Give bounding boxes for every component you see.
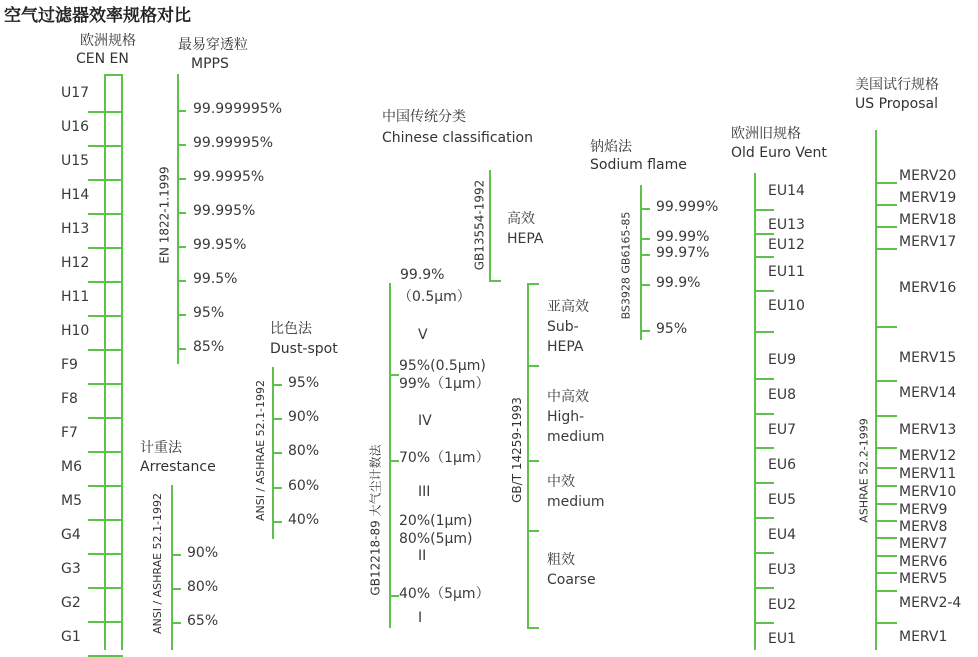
chinese-count-tick [389, 374, 399, 376]
mpps-tick [177, 348, 186, 350]
chinese-count-standard: GB12218-89 大气尘计数法 [368, 444, 383, 596]
us-class-label: MERV14 [899, 385, 957, 401]
eurovent-tick [754, 290, 774, 292]
cen-class-label: G1 [61, 629, 81, 645]
eurovent-tick [754, 587, 774, 589]
cen-class-tick [88, 213, 123, 215]
sodium-standard: BS3928 GB6165-85 [619, 211, 633, 319]
eurovent-class-label: EU4 [768, 527, 796, 543]
cen-class-tick [88, 247, 123, 249]
dustspot-value: 95% [288, 375, 320, 391]
chinese-count-tick [389, 460, 399, 462]
mpps-value: 99.9995% [193, 169, 265, 185]
chinese-class-axis [527, 283, 529, 628]
chinese-class-tick [527, 460, 539, 462]
mpps-value: 99.5% [193, 271, 238, 287]
chinese-class-cn: 中高效 [547, 389, 589, 405]
chinese-header-en: Chinese classification [382, 130, 533, 146]
dustspot-tick [272, 487, 282, 489]
mpps-tick [177, 280, 186, 282]
chinese-header-cn: 中国传统分类 [382, 109, 466, 125]
chinese-class-tick [527, 627, 539, 629]
sodium-value: 99.97% [656, 245, 710, 261]
us-tick [875, 415, 897, 417]
chinese-class-en: Coarse [547, 572, 596, 588]
mpps-tick [177, 144, 186, 146]
eurovent-class-label: EU6 [768, 457, 796, 473]
eurovent-class-label: EU7 [768, 422, 796, 438]
chinese-hepa-cn: 高效 [507, 211, 535, 227]
cen-class-label: M5 [61, 493, 82, 509]
mpps-value: 85% [193, 339, 225, 355]
dustspot-tick [272, 384, 282, 386]
cen-class-label: G4 [61, 527, 81, 543]
arrestance-value: 65% [187, 613, 219, 629]
eurovent-tick [754, 447, 774, 449]
us-class-label: MERV16 [899, 280, 957, 296]
arrestance-header-en: Arrestance [140, 459, 216, 475]
cen-class-label: F9 [61, 357, 78, 373]
sodium-tick [640, 254, 650, 256]
us-class-label: MERV1 [899, 629, 948, 645]
us-class-label: MERV13 [899, 422, 957, 438]
us-class-label: MERV18 [899, 212, 957, 228]
dustspot-value: 60% [288, 478, 320, 494]
cen-class-label: U17 [61, 85, 90, 101]
cen-axis-right [121, 74, 123, 650]
cen-class-tick [88, 451, 123, 453]
eurovent-class-label: EU9 [768, 352, 796, 368]
chinese-class-en: High- [547, 409, 585, 425]
arrestance-tick [171, 622, 181, 624]
us-class-label: MERV5 [899, 571, 948, 587]
us-tick [875, 447, 897, 449]
us-tick [875, 537, 897, 539]
mpps-tick [177, 110, 186, 112]
us-tick [875, 485, 897, 487]
cen-class-label: U15 [61, 153, 90, 169]
eurovent-class-label: EU2 [768, 597, 796, 613]
us-class-label: MERV9 [899, 502, 948, 518]
dustspot-tick [272, 452, 282, 454]
us-tick [875, 182, 897, 184]
chinese-count-label: II [418, 548, 427, 564]
us-header-en: US Proposal [855, 96, 939, 112]
eurovent-class-label: EU13 [768, 217, 805, 233]
chinese-hepa-tick [489, 280, 501, 282]
us-tick [875, 503, 897, 505]
chinese-count-label: 99.9% [400, 267, 445, 283]
chinese-count-label: 70%（1μm） [399, 450, 490, 466]
dustspot-value: 80% [288, 443, 320, 459]
mpps-tick [177, 212, 186, 214]
cen-class-tick [88, 383, 123, 385]
sodium-tick [640, 238, 650, 240]
sodium-tick [640, 330, 650, 332]
chinese-class-cn: 粗效 [547, 552, 575, 568]
cen-class-label: H10 [61, 323, 90, 339]
cen-class-label: F7 [61, 425, 78, 441]
dustspot-header-en: Dust-spot [270, 341, 338, 357]
chinese-class-en: HEPA [547, 339, 584, 355]
us-tick [875, 467, 897, 469]
chinese-class-standard: GB/T 14259-1993 [509, 397, 524, 503]
cen-axis-left [104, 74, 106, 650]
us-tick [875, 572, 897, 574]
mpps-tick [177, 246, 186, 248]
sodium-value: 95% [656, 321, 688, 337]
chinese-count-label: （0.5μm） [398, 289, 471, 305]
arrestance-standard: ANSI / ASHRAE 52.1-1992 [150, 492, 164, 634]
eurovent-class-label: EU5 [768, 492, 796, 508]
mpps-header-cn: 最易穿透粒 [178, 37, 248, 53]
chinese-class-cn: 亚高效 [547, 299, 589, 315]
sodium-header-en: Sodium flame [590, 157, 687, 173]
arrestance-value: 80% [187, 579, 219, 595]
chinese-count-label: 40%（5μm） [399, 586, 490, 602]
dustspot-value: 40% [288, 512, 320, 528]
cen-class-tick [88, 111, 123, 113]
chinese-class-tick [527, 365, 539, 367]
us-class-label: MERV20 [899, 168, 957, 184]
cen-class-tick [88, 417, 123, 419]
arrestance-value: 90% [187, 545, 219, 561]
mpps-value: 99.99995% [193, 135, 274, 151]
eurovent-header-cn: 欧洲旧规格 [731, 126, 801, 142]
dustspot-tick [272, 418, 282, 420]
chinese-class-en: medium [547, 429, 605, 445]
arrestance-header-cn: 计重法 [140, 440, 182, 456]
sodium-value: 99.999% [656, 199, 719, 215]
eurovent-tick [754, 209, 774, 211]
dustspot-standard: ANSI / ASHRAE 52.1-1992 [253, 379, 267, 521]
mpps-value: 99.995% [193, 203, 256, 219]
cen-class-tick [88, 349, 123, 351]
us-tick [875, 590, 897, 592]
chinese-count-label: III [418, 484, 431, 500]
eurovent-class-label: EU8 [768, 387, 796, 403]
cen-class-tick [88, 315, 123, 317]
us-class-label: MERV2-4 [899, 595, 962, 611]
cen-header-en: CEN EN [76, 51, 129, 67]
cen-class-tick [88, 145, 123, 147]
sodium-header-cn: 钠焰法 [590, 139, 632, 155]
us-tick [875, 204, 897, 206]
eurovent-tick [754, 622, 774, 624]
cen-class-label: H14 [61, 187, 90, 203]
us-header-cn: 美国试行规格 [855, 77, 939, 93]
cen-class-label: H11 [61, 289, 90, 305]
chinese-count-label: 95%(0.5μm) [399, 358, 486, 374]
us-tick [875, 380, 897, 382]
eurovent-header-en: Old Euro Vent [731, 145, 827, 161]
chinese-class-tick [527, 530, 539, 532]
mpps-tick [177, 178, 186, 180]
sodium-value: 99.99% [656, 229, 710, 245]
eurovent-class-label: EU1 [768, 631, 796, 647]
cen-header-cn: 欧洲规格 [80, 33, 136, 49]
sodium-tick [640, 284, 650, 286]
chinese-count-tick [389, 595, 399, 597]
chinese-count-label: I [418, 610, 423, 626]
eurovent-tick [754, 482, 774, 484]
us-class-label: MERV6 [899, 554, 948, 570]
eurovent-tick [754, 233, 774, 235]
cen-class-label: M6 [61, 459, 82, 475]
eurovent-class-label: EU10 [768, 298, 805, 314]
us-tick [875, 248, 897, 250]
us-class-label: MERV17 [899, 234, 957, 250]
chinese-count-label: V [418, 327, 428, 343]
cen-class-tick [88, 485, 123, 487]
chinese-class-en: medium [547, 494, 605, 510]
chinese-hepa-en: HEPA [507, 231, 544, 247]
eurovent-class-label: EU11 [768, 264, 805, 280]
cen-class-tick [88, 281, 123, 283]
us-tick [875, 226, 897, 228]
chinese-count-label: 99%（1μm） [399, 376, 490, 392]
sodium-value: 99.9% [656, 275, 701, 291]
mpps-tick [177, 314, 186, 316]
us-class-label: MERV10 [899, 484, 957, 500]
mpps-standard: EN 1822-1.1999 [157, 166, 172, 264]
cen-class-label: F8 [61, 391, 78, 407]
eurovent-tick [754, 413, 774, 415]
us-tick [875, 622, 897, 624]
cen-class-label: H12 [61, 255, 90, 271]
us-standard: ASHRAE 52.2-1999 [857, 417, 871, 523]
mpps-value: 95% [193, 305, 225, 321]
chinese-count-label: 20%(1μm) [399, 513, 473, 529]
arrestance-axis [171, 485, 173, 650]
cen-class-label: G3 [61, 561, 81, 577]
chinese-count-axis [389, 283, 391, 628]
arrestance-tick [171, 554, 181, 556]
cen-class-tick [88, 179, 123, 181]
us-class-label: MERV12 [899, 448, 957, 464]
us-class-label: MERV8 [899, 519, 948, 535]
eurovent-class-label: EU14 [768, 183, 805, 199]
us-class-label: MERV11 [899, 466, 957, 482]
dustspot-header-cn: 比色法 [270, 321, 312, 337]
eurovent-class-label: EU3 [768, 562, 796, 578]
us-tick [875, 555, 897, 557]
mpps-value: 99.999995% [193, 101, 283, 117]
cen-class-tick [88, 587, 123, 589]
eurovent-tick [754, 331, 774, 333]
us-class-label: MERV7 [899, 536, 948, 552]
sodium-tick [640, 208, 650, 210]
mpps-axis [177, 74, 179, 364]
chinese-class-tick [527, 283, 539, 285]
mpps-value: 99.95% [193, 237, 247, 253]
cen-class-label: G2 [61, 595, 81, 611]
us-tick [875, 520, 897, 522]
cen-class-label: H13 [61, 221, 90, 237]
us-class-label: MERV15 [899, 350, 957, 366]
chinese-count-label: 80%(5μm) [399, 531, 473, 547]
chinese-class-cn: 中效 [547, 474, 575, 490]
eurovent-tick [754, 378, 774, 380]
dustspot-value: 90% [288, 409, 320, 425]
eurovent-tick [754, 552, 774, 554]
chinese-class-en: Sub- [547, 319, 579, 335]
us-tick [875, 326, 897, 328]
chinese-hepa-standard: GB13554-1992 [471, 179, 486, 271]
mpps-header-en: MPPS [191, 56, 229, 72]
us-class-label: MERV19 [899, 190, 957, 206]
eurovent-tick [754, 517, 774, 519]
dustspot-tick [272, 521, 282, 523]
eurovent-tick [754, 256, 774, 258]
eurovent-axis [754, 173, 756, 650]
cen-class-tick [88, 553, 123, 555]
chinese-count-label: IV [418, 413, 432, 429]
eurovent-class-label: EU12 [768, 237, 805, 253]
arrestance-tick [171, 588, 181, 590]
cen-class-tick [88, 519, 123, 521]
chart-title: 空气过滤器效率规格对比 [4, 6, 191, 26]
chinese-hepa-axis [489, 170, 491, 282]
cen-class-label: U16 [61, 119, 90, 135]
cen-class-tick [88, 621, 123, 623]
